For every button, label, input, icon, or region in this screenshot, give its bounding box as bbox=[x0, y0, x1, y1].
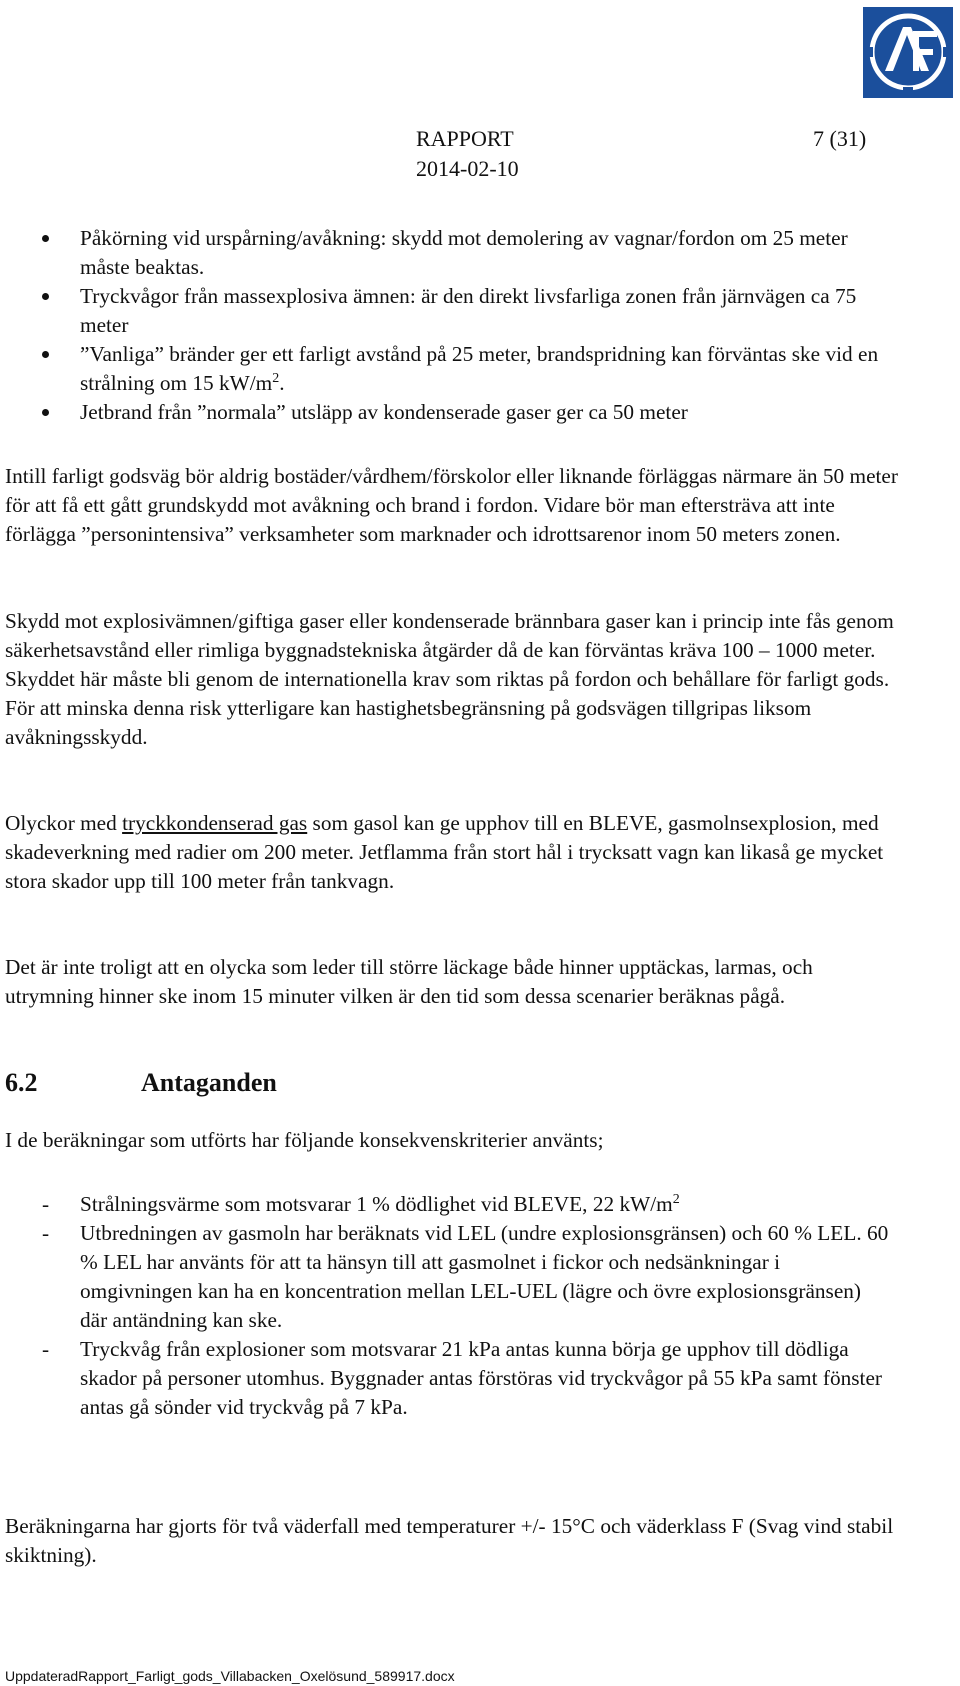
paragraph-evacuation: Det är inte troligt att en olycka som leder till större läckage både hinner upptäckas, larmas, och utrymning hinner ske inom 15 minuter vilken är den tid som dessa scenarier beräknas pågå. bbox=[5, 955, 813, 1008]
footer-filename: UppdateradRapport_Farligt_gods_Villabacken_Oxelösund_589917.docx bbox=[5, 1668, 455, 1684]
bullet-icon bbox=[42, 235, 49, 242]
report-label: RAPPORT bbox=[416, 126, 514, 151]
section-intro: I de beräkningar som utförts har följande konsekvenskriterier använts; bbox=[5, 1128, 604, 1152]
report-date: 2014-02-10 bbox=[416, 156, 519, 181]
list-item: - Utbredningen av gasmoln har beräknats vid LEL (undre explosionsgränsen) och 60 % LEL. 60 % LEL har använts för att ta hänsyn till att gasmolnet i fickor och nedsänkningar i omgivningen kan ha en koncentration mellan LEL-UEL (lägre och övre explosionsgränsen) där antändning kan ske. bbox=[42, 1221, 889, 1332]
company-logo bbox=[863, 7, 953, 98]
list-item: ”Vanliga” bränder ger ett farligt avstånd på 25 meter, brandspridning kan förväntas ske vid en strålning om 15 $kW/m^2$. bbox=[40, 340, 880, 398]
list-item: Jetbrand från ”normala” utsläpp av kondenserade gaser ger ca 50 meter bbox=[40, 398, 880, 427]
paragraph-gas: Olyckor med tryckkondenserad gas som gasol kan ge upphov till en BLEVE, gasmolnsexplosion, med skadeverkning med radier om 200 meter. Jetflamma från stort hål i trycksatt vagn kan likaså ge mycket stora skador upp till 100 meter från tankvagn. bbox=[5, 811, 884, 893]
af-logo-icon bbox=[863, 7, 953, 98]
list-item: - Strålningsvärme som motsvarar 1 % dödlighet vid BLEVE, 22 $kW/m^2$ bbox=[42, 1191, 680, 1216]
paragraph-explosives: Skydd mot explosivämnen/giftiga gaser eller kondenserade brännbara gaser kan i princip inte fås genom säkerhetsavstånd eller rimliga byggnadstekniska åtgärder då de kan förväntas kräva 100 – 1000 meter. Skyddet här måste bli genom de internationella krav som riktas på fordon och behållare för farligt gods. För att minska denna risk ytterligare kan hastighetsbegränsning på godsvägen tillgripas liksom avåkningsskydd. bbox=[5, 609, 894, 749]
bullet-icon bbox=[42, 293, 49, 300]
bullet-list bbox=[40, 224, 880, 427]
section-title: Antaganden bbox=[141, 1068, 277, 1097]
list-item: Tryckvågor från massexplosiva ämnen: är den direkt livsfarliga zonen från järnvägen ca 75 meter bbox=[40, 282, 880, 340]
list-item: Påkörning vid urspårning/avåkning: skydd mot demolering av vagnar/fordon om 25 meter måste beaktas. bbox=[40, 224, 880, 282]
underlined-term: tryckkondenserad gas bbox=[122, 811, 308, 835]
bullet-icon bbox=[42, 409, 49, 416]
bullet-icon bbox=[42, 351, 49, 358]
list-item: - Tryckvåg från explosioner som motsvarar 21 kPa antas kunna börja ge upphov till dödliga skador på personer utomhus. Byggnader antas förstöras vid tryckvågor på 55 kPa samt fönster antas gå sönder vid tryckvåg på 7 kPa. bbox=[42, 1337, 882, 1419]
section-number: 6.2 bbox=[5, 1068, 38, 1097]
criteria-list bbox=[40, 1190, 890, 1422]
section-heading bbox=[5, 1068, 277, 1098]
closing-paragraph: Beräkningarna har gjorts för två väderfall med temperaturer +/- 15°C och väderklass F (Svag vind stabil skiktning). bbox=[5, 1514, 894, 1567]
page-number: 7 (31) bbox=[813, 126, 867, 151]
paragraph-distance: Intill farligt godsväg bör aldrig bostäder/vårdhem/förskolor eller liknande förläggas närmare än 50 meter för att få ett gått grundskydd mot avåkning och brand i fordon. Vidare bör man eftersträva att inte förlägga ”personintensiva” verksamheter som marknader och idrottsarenor inom 50 meters zonen. bbox=[5, 464, 898, 546]
